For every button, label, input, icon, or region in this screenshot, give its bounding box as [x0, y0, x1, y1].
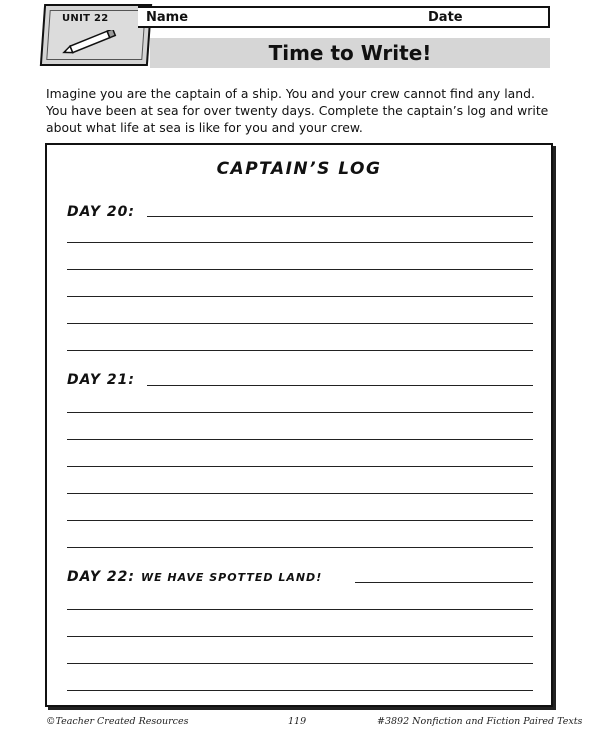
- writing-line[interactable]: [67, 296, 533, 297]
- day-20-heading-line[interactable]: [147, 216, 533, 217]
- writing-line[interactable]: [67, 520, 533, 521]
- writing-line[interactable]: [67, 547, 533, 548]
- writing-line[interactable]: [67, 242, 533, 243]
- day-22-label: [67, 569, 322, 585]
- day-21-label: [67, 372, 135, 388]
- date-label: Date: [428, 10, 463, 25]
- day-22-text: DAY 22:: [67, 569, 135, 585]
- day-22-heading-line[interactable]: [355, 582, 533, 583]
- writing-line[interactable]: [67, 323, 533, 324]
- pencil-icon: [60, 30, 122, 54]
- footer-page-number: 119: [288, 716, 307, 727]
- writing-line[interactable]: [67, 412, 533, 413]
- writing-line[interactable]: [67, 350, 533, 351]
- writing-line[interactable]: [67, 690, 533, 691]
- name-label: Name: [146, 10, 189, 25]
- instructions-text: Imagine you are the captain of a ship. You and your crew cannot find any land. You have been at sea for over twenty days. Complete the captain’s log and write about what life at sea is like for you and your crew.: [46, 86, 549, 135]
- log-title: CAPTAIN’S LOG: [216, 159, 382, 179]
- writing-line[interactable]: [67, 466, 533, 467]
- day-20-text: DAY 20:: [67, 204, 135, 220]
- footer-publisher: ©Teacher Created Resources: [46, 716, 189, 727]
- captains-log-box: [45, 143, 553, 707]
- writing-line[interactable]: [67, 636, 533, 637]
- day-20-label: [67, 204, 135, 220]
- footer-book-title: #3892 Nonfiction and Fiction Paired Texts: [377, 716, 583, 727]
- unit-label: UNIT 22: [62, 13, 109, 24]
- writing-line[interactable]: [67, 269, 533, 270]
- writing-line[interactable]: [67, 609, 533, 610]
- writing-line[interactable]: [67, 493, 533, 494]
- page-title: Time to Write!: [150, 38, 550, 68]
- day-21-heading-line[interactable]: [147, 385, 533, 386]
- day-21-text: DAY 21:: [67, 372, 135, 388]
- day-22-note: WE HAVE SPOTTED LAND!: [140, 571, 323, 584]
- writing-line[interactable]: [67, 439, 533, 440]
- writing-line[interactable]: [67, 663, 533, 664]
- name-date-bar: [138, 6, 550, 28]
